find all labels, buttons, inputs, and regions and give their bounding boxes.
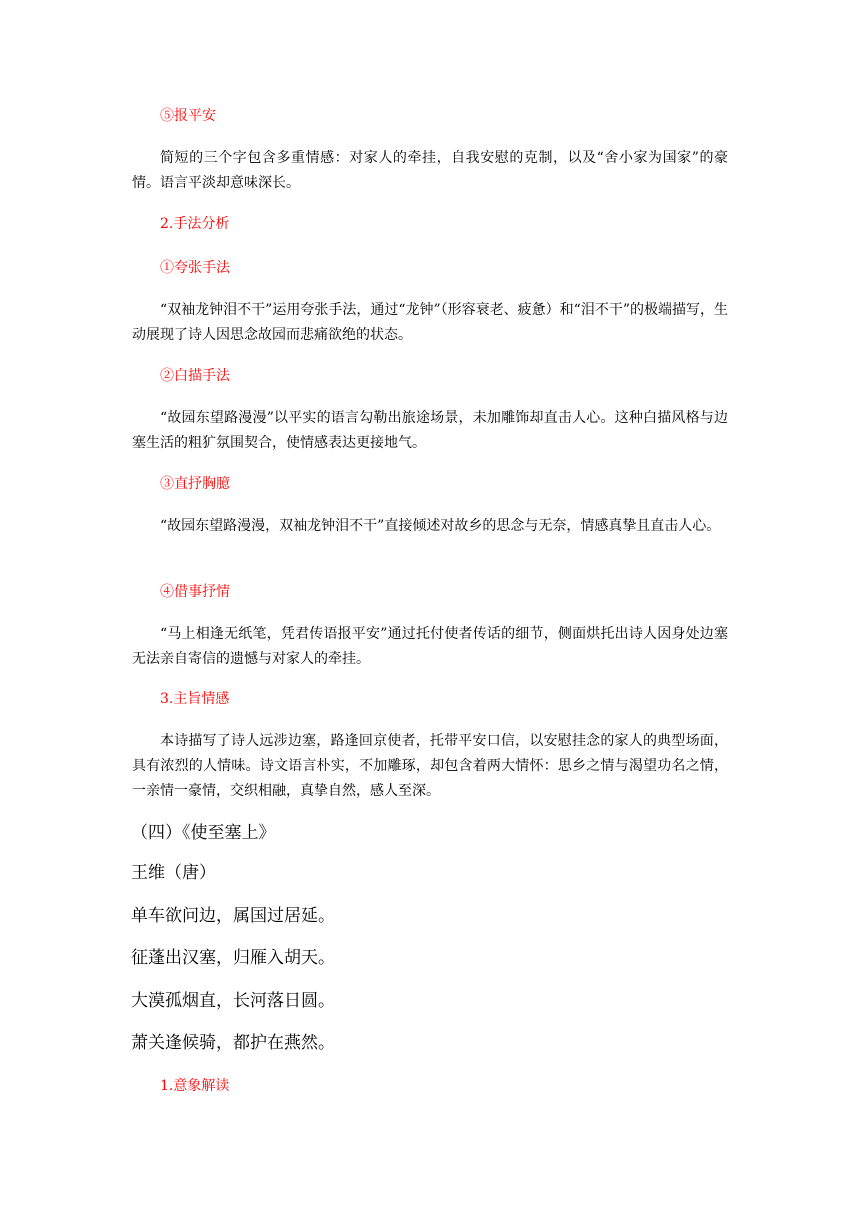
heading-bao-ping-an: ⑤报平安 bbox=[160, 108, 216, 124]
paragraph-baimiao: “故园东望路漫漫”以平实的语言勾勒出旅途场景，未加雕饰却直击人心。这种白描风格与边塞生活的粗犷氛围契合，使情感表达更接地气。 bbox=[132, 410, 728, 451]
poem-line-4: 萧关逢候骑，都护在燕然。 bbox=[131, 1033, 335, 1053]
heading-section-2: 2.手法分析 bbox=[160, 216, 230, 232]
paragraph-zhuzhi: 本诗描写了诗人远涉边塞，路逢回京使者，托带平安口信，以安慰挂念的家人的典型场面，具有浓烈的人情味。诗文语言朴实，不加雕琢，却包含着两大情怀：思乡之情与渴望功名之情，一亲情一豪情，交织相融，真挚自然，感人至深。 bbox=[132, 733, 728, 799]
paragraph-kuazhang: “双袖龙钟泪不干”运用夸张手法，通过“龙钟”（形容衰老、疲惫）和“泪不干”的极端描写，生动展现了诗人因思念故园而悲痛欲绝的状态。 bbox=[132, 302, 728, 343]
paragraph-bao-ping-an: 简短的三个字包含多重情感：对家人的牵挂，自我安慰的克制，以及“舍小家为国家”的豪情。语言平淡却意味深长。 bbox=[132, 150, 728, 191]
heading-section-3: 3.主旨情感 bbox=[160, 691, 230, 707]
poem-line-1: 单车欲问边，属国过居延。 bbox=[131, 906, 335, 926]
poem-author: 王维（唐） bbox=[131, 863, 216, 883]
heading-baimiao: ②白描手法 bbox=[160, 368, 230, 384]
poem-line-3: 大漠孤烟直，长河落日圆。 bbox=[131, 991, 335, 1011]
heading-zhishu: ③直抒胸臆 bbox=[160, 476, 230, 492]
heading-kuazhang: ①夸张手法 bbox=[160, 260, 230, 276]
paragraph-zhishu: “故园东望路漫漫，双袖龙钟泪不干”直接倾述对故乡的思念与无奈，情感真挚且直击人心。 bbox=[160, 518, 721, 534]
paragraph-jieshi: “马上相逢无纸笔，凭君传语报平安”通过托付使者传话的细节，侧面烘托出诗人因身处边塞无法亲自寄信的遗憾与对家人的牵挂。 bbox=[132, 626, 728, 667]
poem-title: （四）《使至塞上》 bbox=[131, 823, 276, 843]
poem-line-2: 征蓬出汉塞，归雁入胡天。 bbox=[131, 948, 335, 968]
heading-jieshi: ④借事抒情 bbox=[160, 584, 230, 600]
heading-yixiang: 1.意象解读 bbox=[160, 1078, 230, 1094]
